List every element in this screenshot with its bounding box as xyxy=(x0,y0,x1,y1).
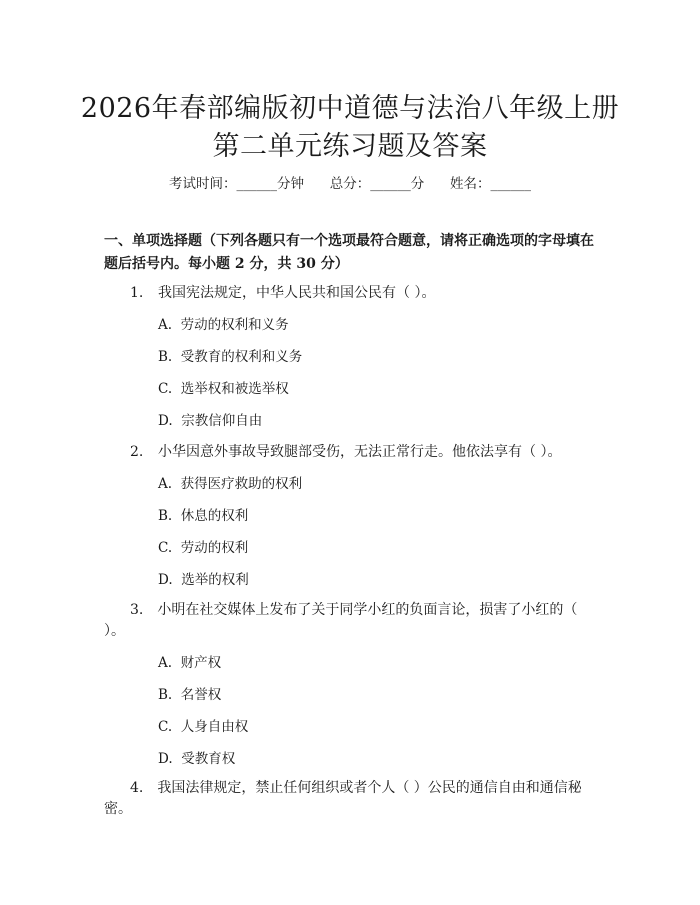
option-3b: B. 名誉权 xyxy=(158,687,222,703)
document-title-line1: 2026年春部编版初中道德与法治八年级上册 xyxy=(80,93,620,124)
question-number: 1. xyxy=(130,285,144,301)
option-3d: D. 受教育权 xyxy=(158,751,236,767)
question-text: 我国宪法规定，中华人民共和国公民有（ ）。 xyxy=(158,285,436,301)
question-number: 3. xyxy=(130,602,144,618)
option-1d: D. 宗教信仰自由 xyxy=(158,413,263,429)
question-text: 小华因意外事故导致腿部受伤，无法正常行走。他依法享有（ ）。 xyxy=(158,444,562,460)
option-2b: B. 休息的权利 xyxy=(158,508,249,524)
option-1a: A. 劳动的权利和义务 xyxy=(158,317,289,333)
question-text: 小明在社交媒体上发布了关于同学小红的负面言论，损害了小红的（ ）。 xyxy=(104,602,578,639)
option-2c: C. 劳动的权利 xyxy=(158,540,249,556)
question-4 xyxy=(104,778,584,820)
document-title-line2: 第二单元练习题及答案 xyxy=(212,131,488,162)
question-number: 2. xyxy=(130,444,144,460)
question-3 xyxy=(104,600,584,642)
question-number: 4. xyxy=(130,780,144,796)
option-1b: B. 受教育的权利和义务 xyxy=(158,349,303,365)
exam-info-line: 考试时间：______分钟 总分：______分 姓名：______ xyxy=(169,176,531,192)
option-3c: C. 人身自由权 xyxy=(158,719,249,735)
question-1 xyxy=(130,283,580,304)
question-2 xyxy=(130,442,580,463)
question-text: 我国法律规定，禁止任何组织或者个人（ ）公民的通信自由和通信秘密。 xyxy=(104,780,582,817)
option-3a: A. 财产权 xyxy=(158,655,222,671)
option-1c: C. 选举权和被选举权 xyxy=(158,381,289,397)
option-2d: D. 选举的权利 xyxy=(158,572,249,588)
option-2a: A. 获得医疗救助的权利 xyxy=(158,476,303,492)
section-heading: 一、单项选择题（下列各题只有一个选项最符合题意，请将正确选项的字母填在题后括号内。每小题 2 分，共 30 分） xyxy=(104,233,594,272)
